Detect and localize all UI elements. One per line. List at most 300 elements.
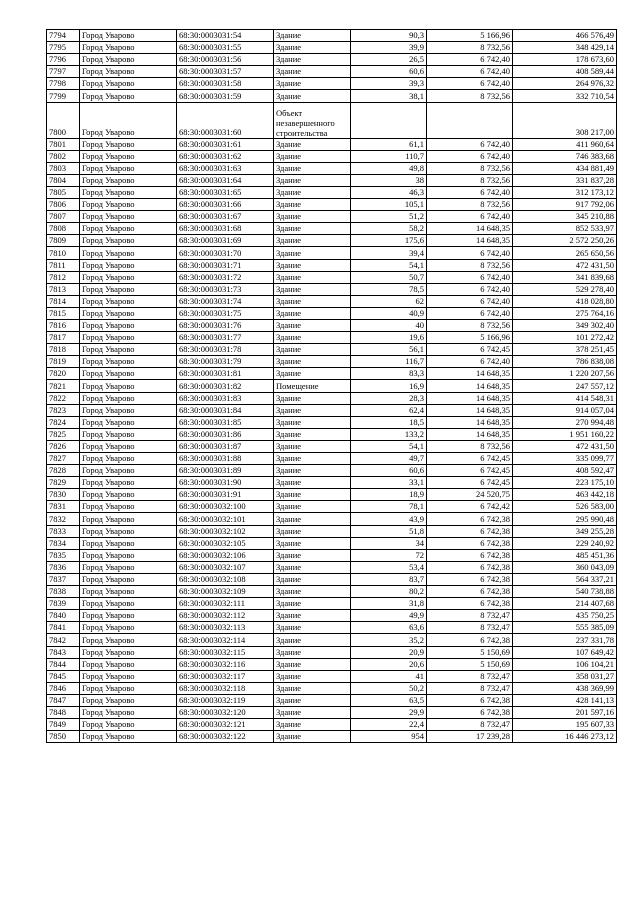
- area-value-cell: 38: [351, 174, 427, 186]
- unit-rate-cell: 8 732,47: [427, 622, 513, 634]
- table-row: [47, 356, 617, 368]
- row-number-cell: 7821: [47, 380, 80, 392]
- cadastral-value-cell: 435 750,25: [513, 610, 617, 622]
- row-number-cell: 7805: [47, 186, 80, 198]
- city-name-cell: Город Уварово: [80, 186, 177, 198]
- row-number-cell: 7850: [47, 731, 80, 743]
- object-type-cell: Здание: [274, 598, 351, 610]
- cadastral-value-cell: 408 589,44: [513, 66, 617, 78]
- unit-rate-cell: 6 742,45: [427, 344, 513, 356]
- object-type-cell: Здание: [274, 501, 351, 513]
- table-row: [47, 634, 617, 646]
- cadastral-number-cell: 68:30:0003031:88: [177, 453, 274, 465]
- area-value-cell: 954: [351, 731, 427, 743]
- unit-rate-cell: 6 742,38: [427, 549, 513, 561]
- unit-rate-cell: 8 732,56: [427, 199, 513, 211]
- object-type-cell: Здание: [274, 440, 351, 452]
- cadastral-number-cell: 68:30:0003032:117: [177, 670, 274, 682]
- area-value-cell: 49,9: [351, 610, 427, 622]
- table-row: [47, 138, 617, 150]
- row-number-cell: 7810: [47, 247, 80, 259]
- cadastral-value-cell: 237 331,78: [513, 634, 617, 646]
- object-type-cell: Здание: [274, 392, 351, 404]
- row-number-cell: 7837: [47, 573, 80, 585]
- cadastral-value-cell: 223 175,10: [513, 477, 617, 489]
- area-value-cell: 35,2: [351, 634, 427, 646]
- city-name-cell: Город Уварово: [80, 489, 177, 501]
- cadastral-value-cell: 16 446 273,12: [513, 731, 617, 743]
- area-value-cell: 40,9: [351, 307, 427, 319]
- row-number-cell: 7796: [47, 54, 80, 66]
- area-value-cell: 49,7: [351, 453, 427, 465]
- city-name-cell: Город Уварово: [80, 259, 177, 271]
- table-row: [47, 706, 617, 718]
- cadastral-value-cell: 472 431,50: [513, 259, 617, 271]
- unit-rate-cell: 6 742,40: [427, 150, 513, 162]
- object-type-cell: Здание: [274, 307, 351, 319]
- object-type-cell: Здание: [274, 404, 351, 416]
- cadastral-value-cell: 312 173,12: [513, 186, 617, 198]
- city-name-cell: Город Уварово: [80, 670, 177, 682]
- object-type-cell: Здание: [274, 211, 351, 223]
- cadastral-number-cell: 68:30:0003031:67: [177, 211, 274, 223]
- object-type-cell: Здание: [274, 646, 351, 658]
- unit-rate-cell: 14 648,35: [427, 404, 513, 416]
- table-row: [47, 610, 617, 622]
- cadastral-number-cell: 68:30:0003031:82: [177, 380, 274, 392]
- row-number-cell: 7840: [47, 610, 80, 622]
- unit-rate-cell: 6 742,40: [427, 54, 513, 66]
- table-row: [47, 199, 617, 211]
- table-row: [47, 90, 617, 102]
- city-name-cell: Город Уварово: [80, 344, 177, 356]
- cadastral-value-cell: 264 976,32: [513, 78, 617, 90]
- city-name-cell: Город Уварово: [80, 235, 177, 247]
- area-value-cell: 61,1: [351, 138, 427, 150]
- city-name-cell: Город Уварово: [80, 223, 177, 235]
- row-number-cell: 7829: [47, 477, 80, 489]
- row-number-cell: 7819: [47, 356, 80, 368]
- object-type-cell: Здание: [274, 186, 351, 198]
- unit-rate-cell: 5 166,96: [427, 332, 513, 344]
- cadastral-value-cell: 178 673,60: [513, 54, 617, 66]
- city-name-cell: Город Уварово: [80, 102, 177, 138]
- unit-rate-cell: 24 520,75: [427, 489, 513, 501]
- area-value-cell: 133,2: [351, 428, 427, 440]
- unit-rate-cell: 6 742,40: [427, 186, 513, 198]
- table-row: [47, 561, 617, 573]
- cadastral-value-cell: 331 837,28: [513, 174, 617, 186]
- cadastral-value-cell: 378 251,45: [513, 344, 617, 356]
- table-row: [47, 380, 617, 392]
- unit-rate-cell: 6 742,38: [427, 537, 513, 549]
- city-name-cell: Город Уварово: [80, 307, 177, 319]
- cadastral-number-cell: 68:30:0003032:119: [177, 694, 274, 706]
- table-row: [47, 586, 617, 598]
- area-value-cell: 18,5: [351, 416, 427, 428]
- cadastral-value-cell: 195 607,33: [513, 719, 617, 731]
- row-number-cell: 7831: [47, 501, 80, 513]
- area-value-cell: 78,1: [351, 501, 427, 513]
- table-row: [47, 670, 617, 682]
- unit-rate-cell: 6 742,40: [427, 247, 513, 259]
- area-value-cell: 49,8: [351, 162, 427, 174]
- row-number-cell: 7817: [47, 332, 80, 344]
- object-type-cell: Здание: [274, 719, 351, 731]
- object-type-cell: Здание: [274, 283, 351, 295]
- cadastral-value-cell: 917 792,06: [513, 199, 617, 211]
- table-row: [47, 513, 617, 525]
- object-type-cell: Здание: [274, 235, 351, 247]
- row-number-cell: 7818: [47, 344, 80, 356]
- city-name-cell: Город Уварово: [80, 90, 177, 102]
- unit-rate-cell: 6 742,45: [427, 477, 513, 489]
- area-value-cell: 83,7: [351, 573, 427, 585]
- city-name-cell: Город Уварово: [80, 537, 177, 549]
- unit-rate-cell: 8 732,56: [427, 440, 513, 452]
- object-type-cell: Здание: [274, 174, 351, 186]
- area-value-cell: 56,1: [351, 344, 427, 356]
- object-type-cell: Здание: [274, 138, 351, 150]
- table-row: [47, 162, 617, 174]
- table-row: [47, 477, 617, 489]
- table-row: [47, 186, 617, 198]
- city-name-cell: Город Уварово: [80, 573, 177, 585]
- cadastral-number-cell: 68:30:0003031:59: [177, 90, 274, 102]
- object-type-cell: Здание: [274, 694, 351, 706]
- city-name-cell: Город Уварово: [80, 283, 177, 295]
- object-type-cell: Здание: [274, 610, 351, 622]
- area-value-cell: 63,6: [351, 622, 427, 634]
- cadastral-value-cell: 106 104,21: [513, 658, 617, 670]
- cadastral-number-cell: 68:30:0003031:85: [177, 416, 274, 428]
- object-type-cell: Здание: [274, 332, 351, 344]
- city-name-cell: Город Уварово: [80, 719, 177, 731]
- area-value-cell: 20,6: [351, 658, 427, 670]
- area-value-cell: 62,4: [351, 404, 427, 416]
- area-value-cell: 62: [351, 295, 427, 307]
- unit-rate-cell: 6 742,38: [427, 586, 513, 598]
- cadastral-number-cell: 68:30:0003031:86: [177, 428, 274, 440]
- cadastral-number-cell: 68:30:0003031:77: [177, 332, 274, 344]
- cadastral-number-cell: 68:30:0003031:89: [177, 465, 274, 477]
- row-number-cell: 7802: [47, 150, 80, 162]
- cadastral-number-cell: 68:30:0003031:54: [177, 30, 274, 42]
- table-row: [47, 271, 617, 283]
- unit-rate-cell: 5 166,96: [427, 30, 513, 42]
- cadastral-value-cell: 786 838,08: [513, 356, 617, 368]
- cadastral-value-cell: 1 220 207,56: [513, 368, 617, 380]
- cadastral-value-cell: 345 210,88: [513, 211, 617, 223]
- cadastral-value-cell: 2 572 250,26: [513, 235, 617, 247]
- city-name-cell: Город Уварово: [80, 30, 177, 42]
- city-name-cell: Город Уварово: [80, 332, 177, 344]
- row-number-cell: 7811: [47, 259, 80, 271]
- cadastral-number-cell: 68:30:0003032:114: [177, 634, 274, 646]
- object-type-cell: Здание: [274, 259, 351, 271]
- city-name-cell: Город Уварово: [80, 622, 177, 634]
- cadastral-number-cell: 68:30:0003032:105: [177, 537, 274, 549]
- table-row: [47, 150, 617, 162]
- cadastral-number-cell: 68:30:0003031:78: [177, 344, 274, 356]
- cadastral-value-cell: 349 302,40: [513, 319, 617, 331]
- object-type-cell: Здание: [274, 537, 351, 549]
- object-type-cell: Здание: [274, 622, 351, 634]
- cadastral-value-cell: 466 576,49: [513, 30, 617, 42]
- object-type-cell: Здание: [274, 295, 351, 307]
- cadastral-number-cell: 68:30:0003031:72: [177, 271, 274, 283]
- city-name-cell: Город Уварово: [80, 404, 177, 416]
- cadastral-number-cell: 68:30:0003031:81: [177, 368, 274, 380]
- cadastral-value-cell: 348 429,14: [513, 42, 617, 54]
- cadastral-value-cell: 275 764,16: [513, 307, 617, 319]
- cadastral-value-cell: 914 057,04: [513, 404, 617, 416]
- unit-rate-cell: 14 648,35: [427, 416, 513, 428]
- area-value-cell: 60,6: [351, 465, 427, 477]
- cadastral-number-cell: 68:30:0003031:87: [177, 440, 274, 452]
- city-name-cell: Город Уварово: [80, 295, 177, 307]
- unit-rate-cell: 6 742,45: [427, 453, 513, 465]
- unit-rate-cell: 6 742,42: [427, 501, 513, 513]
- object-type-cell: Здание: [274, 549, 351, 561]
- object-type-cell: Здание: [274, 223, 351, 235]
- table-row: [47, 332, 617, 344]
- unit-rate-cell: 6 742,38: [427, 634, 513, 646]
- area-value-cell: 33,1: [351, 477, 427, 489]
- cadastral-value-cell: 485 451,36: [513, 549, 617, 561]
- table-row: [47, 259, 617, 271]
- area-value-cell: 116,7: [351, 356, 427, 368]
- unit-rate-cell: 14 648,35: [427, 428, 513, 440]
- table-row: [47, 489, 617, 501]
- property-register-table: [46, 29, 617, 743]
- area-value-cell: 43,9: [351, 513, 427, 525]
- city-name-cell: Город Уварово: [80, 453, 177, 465]
- city-name-cell: Город Уварово: [80, 211, 177, 223]
- city-name-cell: Город Уварово: [80, 610, 177, 622]
- cadastral-number-cell: 68:30:0003032:116: [177, 658, 274, 670]
- row-number-cell: 7812: [47, 271, 80, 283]
- unit-rate-cell: 8 732,47: [427, 719, 513, 731]
- table-row: [47, 392, 617, 404]
- city-name-cell: Город Уварово: [80, 138, 177, 150]
- unit-rate-cell: 14 648,35: [427, 368, 513, 380]
- city-name-cell: Город Уварово: [80, 368, 177, 380]
- area-value-cell: 58,2: [351, 223, 427, 235]
- area-value-cell: 39,9: [351, 42, 427, 54]
- object-type-cell: Здание: [274, 199, 351, 211]
- cadastral-value-cell: 434 881,49: [513, 162, 617, 174]
- cadastral-value-cell: 270 994,48: [513, 416, 617, 428]
- cadastral-number-cell: 68:30:0003031:66: [177, 199, 274, 211]
- object-type-cell: Здание: [274, 670, 351, 682]
- row-number-cell: 7835: [47, 549, 80, 561]
- cadastral-value-cell: 411 960,64: [513, 138, 617, 150]
- cadastral-number-cell: 68:30:0003032:101: [177, 513, 274, 525]
- table-row: [47, 416, 617, 428]
- city-name-cell: Город Уварово: [80, 440, 177, 452]
- area-value-cell: 19,6: [351, 332, 427, 344]
- row-number-cell: 7825: [47, 428, 80, 440]
- object-type-cell: Здание: [274, 682, 351, 694]
- table-row: [47, 78, 617, 90]
- area-value-cell: 54,1: [351, 259, 427, 271]
- cadastral-number-cell: 68:30:0003031:76: [177, 319, 274, 331]
- cadastral-value-cell: 229 240,92: [513, 537, 617, 549]
- row-number-cell: 7814: [47, 295, 80, 307]
- table-row: [47, 622, 617, 634]
- city-name-cell: Город Уварово: [80, 731, 177, 743]
- cadastral-value-cell: 214 407,68: [513, 598, 617, 610]
- area-value-cell: 90,3: [351, 30, 427, 42]
- table-row: [47, 174, 617, 186]
- cadastral-value-cell: 564 337,21: [513, 573, 617, 585]
- row-number-cell: 7843: [47, 646, 80, 658]
- cadastral-number-cell: 68:30:0003031:71: [177, 259, 274, 271]
- cadastral-number-cell: 68:30:0003031:68: [177, 223, 274, 235]
- table-row: [47, 54, 617, 66]
- area-value-cell: 46,3: [351, 186, 427, 198]
- table-row: [47, 42, 617, 54]
- table-row: [47, 428, 617, 440]
- area-value-cell: 22,4: [351, 719, 427, 731]
- city-name-cell: Город Уварово: [80, 416, 177, 428]
- city-name-cell: Город Уварово: [80, 586, 177, 598]
- area-value-cell: 39,3: [351, 78, 427, 90]
- cadastral-value-cell: 107 649,42: [513, 646, 617, 658]
- area-value-cell: 38,1: [351, 90, 427, 102]
- cadastral-number-cell: 68:30:0003032:112: [177, 610, 274, 622]
- row-number-cell: 7849: [47, 719, 80, 731]
- cadastral-number-cell: 68:30:0003032:120: [177, 706, 274, 718]
- row-number-cell: 7822: [47, 392, 80, 404]
- city-name-cell: Город Уварово: [80, 561, 177, 573]
- table-row: [47, 319, 617, 331]
- cadastral-value-cell: 360 043,09: [513, 561, 617, 573]
- object-type-cell: Здание: [274, 477, 351, 489]
- city-name-cell: Город Уварово: [80, 682, 177, 694]
- cadastral-value-cell: 265 650,56: [513, 247, 617, 259]
- city-name-cell: Город Уварово: [80, 477, 177, 489]
- cadastral-number-cell: 68:30:0003032:109: [177, 586, 274, 598]
- row-number-cell: 7799: [47, 90, 80, 102]
- area-value-cell: 78,5: [351, 283, 427, 295]
- unit-rate-cell: [427, 102, 513, 138]
- cadastral-number-cell: 68:30:0003031:69: [177, 235, 274, 247]
- unit-rate-cell: 8 732,56: [427, 174, 513, 186]
- unit-rate-cell: 5 150,69: [427, 658, 513, 670]
- unit-rate-cell: 8 732,56: [427, 42, 513, 54]
- object-type-cell: Здание: [274, 162, 351, 174]
- table-row: [47, 344, 617, 356]
- area-value-cell: 28,3: [351, 392, 427, 404]
- row-number-cell: 7847: [47, 694, 80, 706]
- row-number-cell: 7813: [47, 283, 80, 295]
- city-name-cell: Город Уварово: [80, 78, 177, 90]
- city-name-cell: Город Уварово: [80, 392, 177, 404]
- table-row: [47, 30, 617, 42]
- table-row: [47, 66, 617, 78]
- row-number-cell: 7816: [47, 319, 80, 331]
- cadastral-value-cell: 247 557,12: [513, 380, 617, 392]
- row-number-cell: 7826: [47, 440, 80, 452]
- object-type-cell: Здание: [274, 453, 351, 465]
- area-value-cell: 40: [351, 319, 427, 331]
- object-type-cell: Объект незавершенного строительства: [274, 102, 351, 138]
- table-body: [47, 30, 617, 743]
- cadastral-value-cell: 852 533,97: [513, 223, 617, 235]
- table-row: [47, 658, 617, 670]
- area-value-cell: 63,5: [351, 694, 427, 706]
- unit-rate-cell: 6 742,40: [427, 138, 513, 150]
- row-number-cell: 7809: [47, 235, 80, 247]
- area-value-cell: 41: [351, 670, 427, 682]
- row-number-cell: 7797: [47, 66, 80, 78]
- area-value-cell: 54,1: [351, 440, 427, 452]
- area-value-cell: 31,8: [351, 598, 427, 610]
- row-number-cell: 7832: [47, 513, 80, 525]
- row-number-cell: 7808: [47, 223, 80, 235]
- row-number-cell: 7824: [47, 416, 80, 428]
- cadastral-value-cell: 438 369,99: [513, 682, 617, 694]
- city-name-cell: Город Уварово: [80, 646, 177, 658]
- object-type-cell: Здание: [274, 319, 351, 331]
- row-number-cell: 7839: [47, 598, 80, 610]
- area-value-cell: 60,6: [351, 66, 427, 78]
- object-type-cell: Здание: [274, 66, 351, 78]
- cadastral-value-cell: 529 278,40: [513, 283, 617, 295]
- unit-rate-cell: 6 742,38: [427, 598, 513, 610]
- table-row: [47, 295, 617, 307]
- cadastral-number-cell: 68:30:0003032:118: [177, 682, 274, 694]
- object-type-cell: Здание: [274, 731, 351, 743]
- row-number-cell: 7794: [47, 30, 80, 42]
- row-number-cell: 7838: [47, 586, 80, 598]
- unit-rate-cell: 14 648,35: [427, 223, 513, 235]
- table-row: [47, 537, 617, 549]
- object-type-cell: Здание: [274, 634, 351, 646]
- row-number-cell: 7827: [47, 453, 80, 465]
- object-type-cell: Здание: [274, 247, 351, 259]
- cadastral-number-cell: 68:30:0003032:106: [177, 549, 274, 561]
- unit-rate-cell: 8 732,47: [427, 610, 513, 622]
- table-row: [47, 235, 617, 247]
- cadastral-value-cell: 341 839,68: [513, 271, 617, 283]
- row-number-cell: 7823: [47, 404, 80, 416]
- cadastral-number-cell: 68:30:0003031:62: [177, 150, 274, 162]
- area-value-cell: 50,7: [351, 271, 427, 283]
- unit-rate-cell: 8 732,56: [427, 90, 513, 102]
- city-name-cell: Город Уварово: [80, 428, 177, 440]
- object-type-cell: Здание: [274, 586, 351, 598]
- unit-rate-cell: 14 648,35: [427, 380, 513, 392]
- row-number-cell: 7834: [47, 537, 80, 549]
- area-value-cell: 29,9: [351, 706, 427, 718]
- area-value-cell: 16,9: [351, 380, 427, 392]
- cadastral-number-cell: 68:30:0003032:108: [177, 573, 274, 585]
- object-type-cell: Здание: [274, 344, 351, 356]
- object-type-cell: Здание: [274, 150, 351, 162]
- table-row: [47, 307, 617, 319]
- unit-rate-cell: 14 648,35: [427, 392, 513, 404]
- object-type-cell: Здание: [274, 42, 351, 54]
- city-name-cell: Город Уварово: [80, 174, 177, 186]
- row-number-cell: 7806: [47, 199, 80, 211]
- area-value-cell: 18,9: [351, 489, 427, 501]
- table-row: [47, 646, 617, 658]
- city-name-cell: Город Уварово: [80, 694, 177, 706]
- row-number-cell: 7836: [47, 561, 80, 573]
